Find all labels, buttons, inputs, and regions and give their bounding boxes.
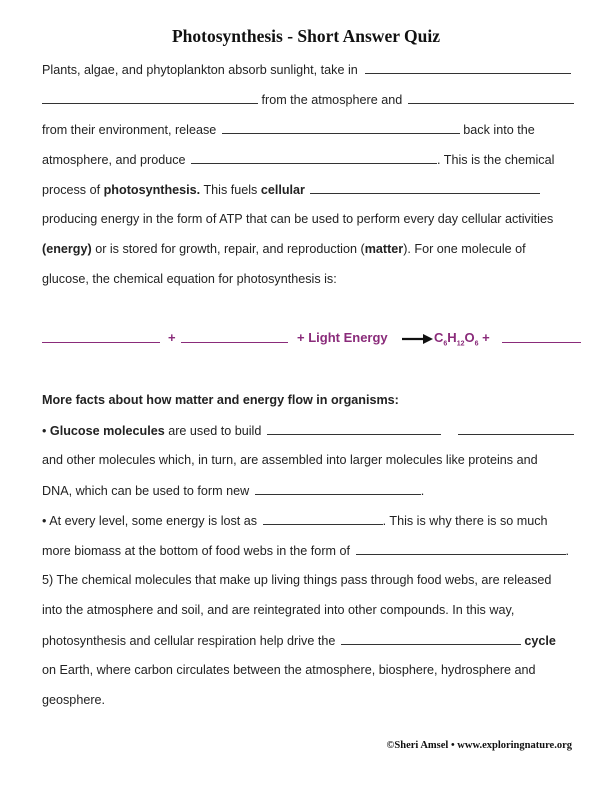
text: ). For one molecule of bbox=[403, 242, 526, 256]
answer-blank[interactable] bbox=[267, 423, 441, 435]
paragraph-line bbox=[42, 182, 540, 197]
glucose-formula: $C_6H_{12}O_6$ + bbox=[434, 330, 490, 348]
answer-blank[interactable] bbox=[191, 152, 437, 164]
bold-term: (energy) bbox=[42, 242, 92, 256]
photosynthesis-equation bbox=[42, 330, 582, 352]
page-title: Photosynthesis - Short Answer Quiz bbox=[171, 26, 441, 46]
equation-blank[interactable] bbox=[502, 330, 581, 343]
paragraph-line: 5) The chemical molecules that make up living things pass through food webs, are released bbox=[42, 573, 552, 587]
bold-term: cellular bbox=[260, 183, 305, 197]
answer-blank[interactable] bbox=[408, 92, 574, 104]
paragraph-line: on Earth, where carbon circulates between the atmosphere, biosphere, hydrosphere and bbox=[42, 663, 536, 677]
text: . This is why there is so much bbox=[382, 514, 548, 528]
paragraph-line bbox=[42, 92, 574, 107]
text: DNA, which can be used to form new bbox=[42, 484, 250, 498]
bold-term: matter bbox=[364, 242, 404, 256]
text: . bbox=[565, 544, 569, 558]
answer-blank[interactable] bbox=[365, 62, 571, 74]
paragraph-line: and other molecules which, in turn, are assembled into larger molecules like proteins and bbox=[42, 453, 538, 467]
bold-term: cycle bbox=[524, 634, 556, 648]
paragraph-line bbox=[42, 633, 556, 648]
bullet-line bbox=[42, 513, 548, 528]
bullet-line bbox=[42, 423, 574, 438]
text: photosynthesis and cellular respiration help drive the bbox=[42, 634, 336, 648]
answer-blank[interactable] bbox=[255, 483, 421, 495]
answer-blank[interactable] bbox=[222, 122, 460, 134]
light-energy-label: + Light Energy bbox=[297, 330, 388, 345]
paragraph-line: geosphere. bbox=[42, 693, 106, 707]
paragraph-line bbox=[42, 152, 554, 167]
equation-blank[interactable] bbox=[42, 330, 160, 343]
equation-blank[interactable] bbox=[181, 330, 288, 343]
plus-sign: + bbox=[168, 330, 176, 345]
text: Plants, algae, and phytoplankton absorb sunlight, take in bbox=[42, 63, 358, 77]
text: • At every level, some energy is lost as bbox=[42, 514, 258, 528]
answer-blank[interactable] bbox=[42, 92, 258, 104]
text: from the atmosphere and bbox=[261, 93, 403, 107]
paragraph-line: glucose, the chemical equation for photosynthesis is: bbox=[42, 272, 337, 286]
copyright-footer: ©Sheri Amsel • www.exploringnature.org bbox=[386, 740, 572, 751]
paragraph-line: producing energy in the form of ATP that can be used to perform every day cellular activities bbox=[42, 212, 554, 226]
text: back into the bbox=[463, 123, 535, 137]
text: This fuels bbox=[203, 183, 258, 197]
text: . bbox=[420, 484, 425, 498]
text: atmosphere, and produce bbox=[42, 153, 186, 167]
section-heading: More facts about how matter and energy flow in organisms: bbox=[42, 393, 399, 407]
paragraph-line bbox=[42, 483, 424, 498]
bold-term: photosynthesis. bbox=[103, 183, 201, 197]
bold-term: Glucose molecules bbox=[49, 424, 165, 438]
answer-blank[interactable] bbox=[341, 633, 521, 645]
answer-blank[interactable] bbox=[356, 543, 566, 555]
text: are used to build bbox=[168, 424, 262, 438]
reaction-arrow-icon bbox=[402, 332, 434, 346]
paragraph-line: into the atmosphere and soil, and are reintegrated into other compounds. In this way, bbox=[42, 603, 515, 617]
bullet: • bbox=[42, 424, 50, 438]
text: more biomass at the bottom of food webs in the form of bbox=[42, 544, 350, 558]
text: or is stored for growth, repair, and reproduction ( bbox=[95, 242, 365, 256]
text: . This is the chemical bbox=[437, 153, 555, 167]
answer-blank[interactable] bbox=[458, 423, 574, 435]
paragraph-line bbox=[42, 122, 535, 137]
paragraph-line bbox=[42, 543, 569, 558]
paragraph-line bbox=[42, 242, 526, 256]
answer-blank[interactable] bbox=[263, 513, 383, 525]
text: process of bbox=[42, 183, 101, 197]
answer-blank[interactable] bbox=[310, 182, 540, 194]
paragraph-line bbox=[42, 62, 571, 77]
text: from their environment, release bbox=[42, 123, 217, 137]
